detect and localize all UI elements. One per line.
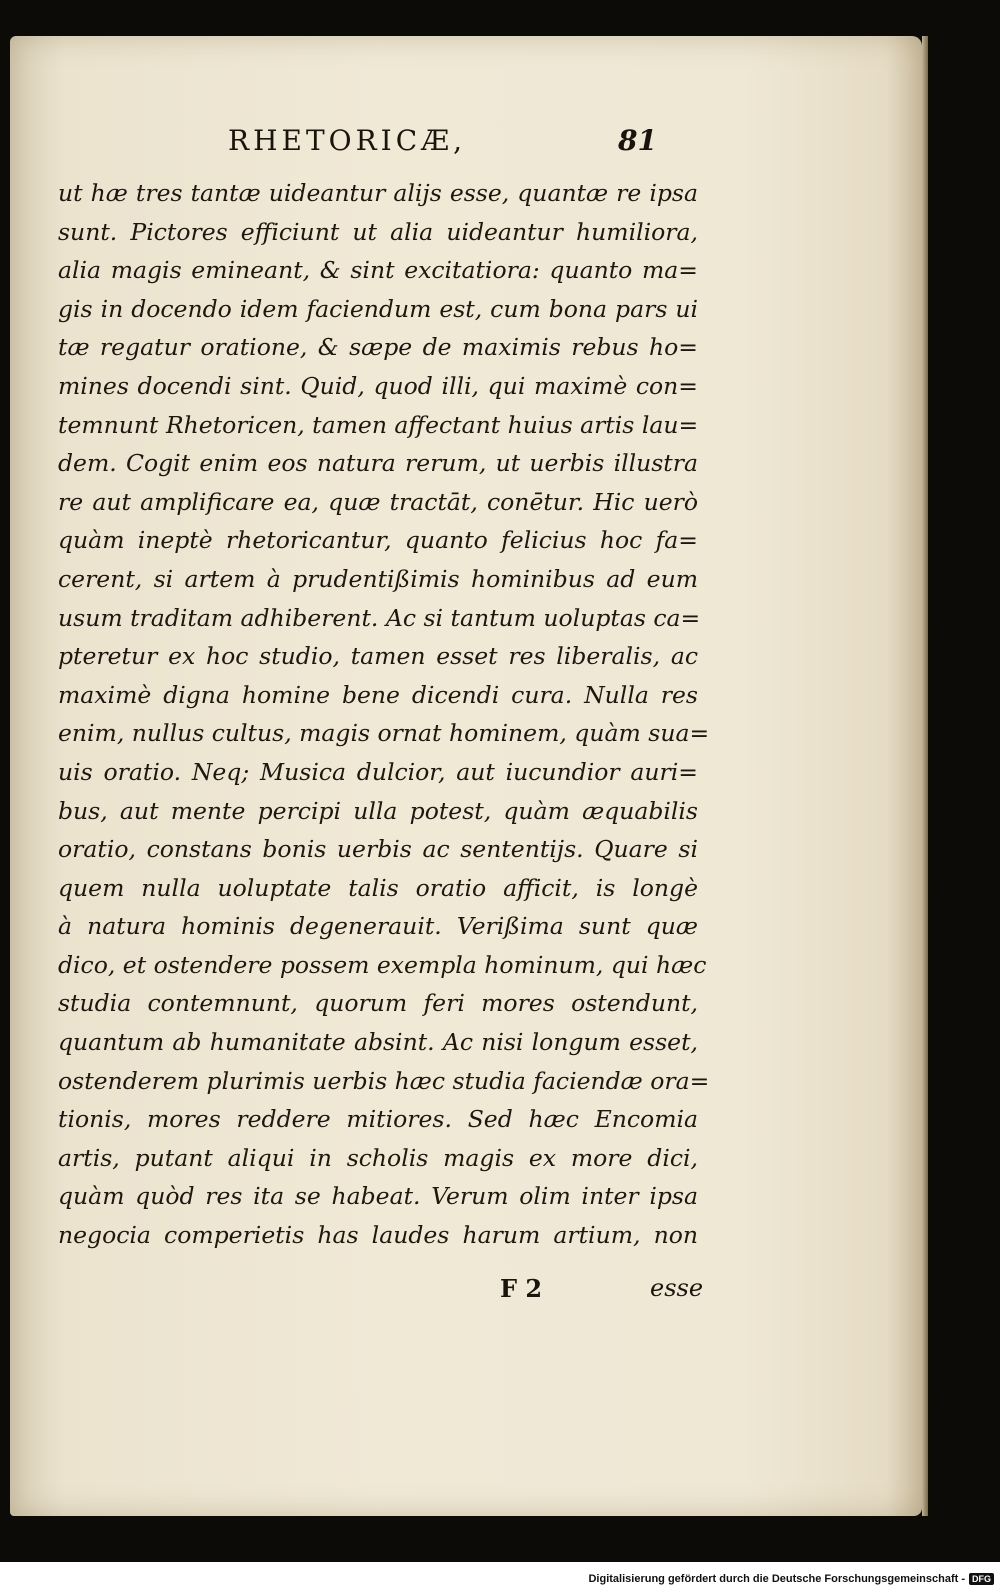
text-line: bus, aut mente percipi ulla potest, quàm æquabilis [58,796,698,825]
text-line: enim, nullus cultus, magis ornat hominem, quàm sua= [58,719,710,748]
text-line: cerent, si artem à prudentißimis hominibus ad eum [58,564,698,593]
text-line: re aut amplificare ea, quæ tractāt, conētur. Hic uerò [58,487,698,516]
text-line: quem nulla uoluptate talis oratio afficit, is longè [58,873,698,902]
text-line: sunt. Pictores efficiunt ut alia uideantur humiliora, [58,217,698,246]
text-line: uis oratio. Neq; Musica dulcior, aut iucundior auri= [58,757,698,786]
digitization-credit [588,1568,994,1590]
text-line: tæ regatur oratione, & sæpe de maximis rebus ho= [58,333,698,362]
text-line: temnunt Rhetoricen, tamen affectant huius artis lau= [58,410,699,439]
page-edge [922,36,928,1516]
text-line: dico, et ostendere possem exempla hominum, qui hæc [58,950,707,979]
dfg-logo: DFG [969,1573,994,1585]
text-line: ostenderem plurimis uerbis hæc studia faciendæ ora= [58,1066,710,1095]
book-page [10,36,922,1516]
text-line: alia magis emineant, & sint excitatiora: quanto ma= [58,256,698,285]
text-line: maximè digna homine bene dicendi cura. Nulla res [58,680,698,709]
body-text [58,174,710,1255]
text-line: quàm ineptè rhetoricantur, quanto felicius hoc fa= [58,526,698,555]
text-line: pteretur ex hoc studio, tamen esset res liberalis, ac [58,642,698,671]
text-line: mines docendi sint. Quid, quod illi, qui maximè con= [58,371,698,400]
text-line: à natura hominis degenerauit. Verißima sunt quæ [58,912,698,941]
running-head [10,124,922,164]
page-number: 81 [618,124,657,157]
text-line: quantum ab humanitate absint. Ac nisi longum esset, [58,1028,698,1057]
text-line: ut hæ tres tantæ uideantur alijs esse, quantæ re ipsa [58,179,698,207]
text-line: usum traditam adhiberent. Ac si tantum uoluptas ca= [58,603,701,632]
text-line: tionis, mores reddere mitiores. Sed hæc Encomia [58,1105,698,1134]
credit-text: Digitalisierung gefördert durch die Deutsche Forschungsgemeinschaft - [588,1573,965,1585]
text-line: oratio, constans bonis uerbis ac sententijs. Quare si [58,835,698,864]
catchword: esse [650,1274,704,1302]
text-line: quàm quòd res ita se habeat. Verum olim inter ipsa [58,1182,698,1211]
text-line: artis, putant aliqui in scholis magis ex more dici, [58,1143,698,1172]
text-line: gis in docendo idem faciendum est, cum bona pars ui [58,294,698,323]
text-line: negocia comperietis has laudes harum artium, non [58,1221,698,1250]
signature-mark: F 2 [500,1274,543,1303]
running-head-title: RHETORICÆ, [228,124,467,157]
text-line: dem. Cogit enim eos natura rerum, ut uerbis illustra [58,449,698,478]
text-line: studia contemnunt, quorum feri mores ostendunt, [58,989,698,1018]
